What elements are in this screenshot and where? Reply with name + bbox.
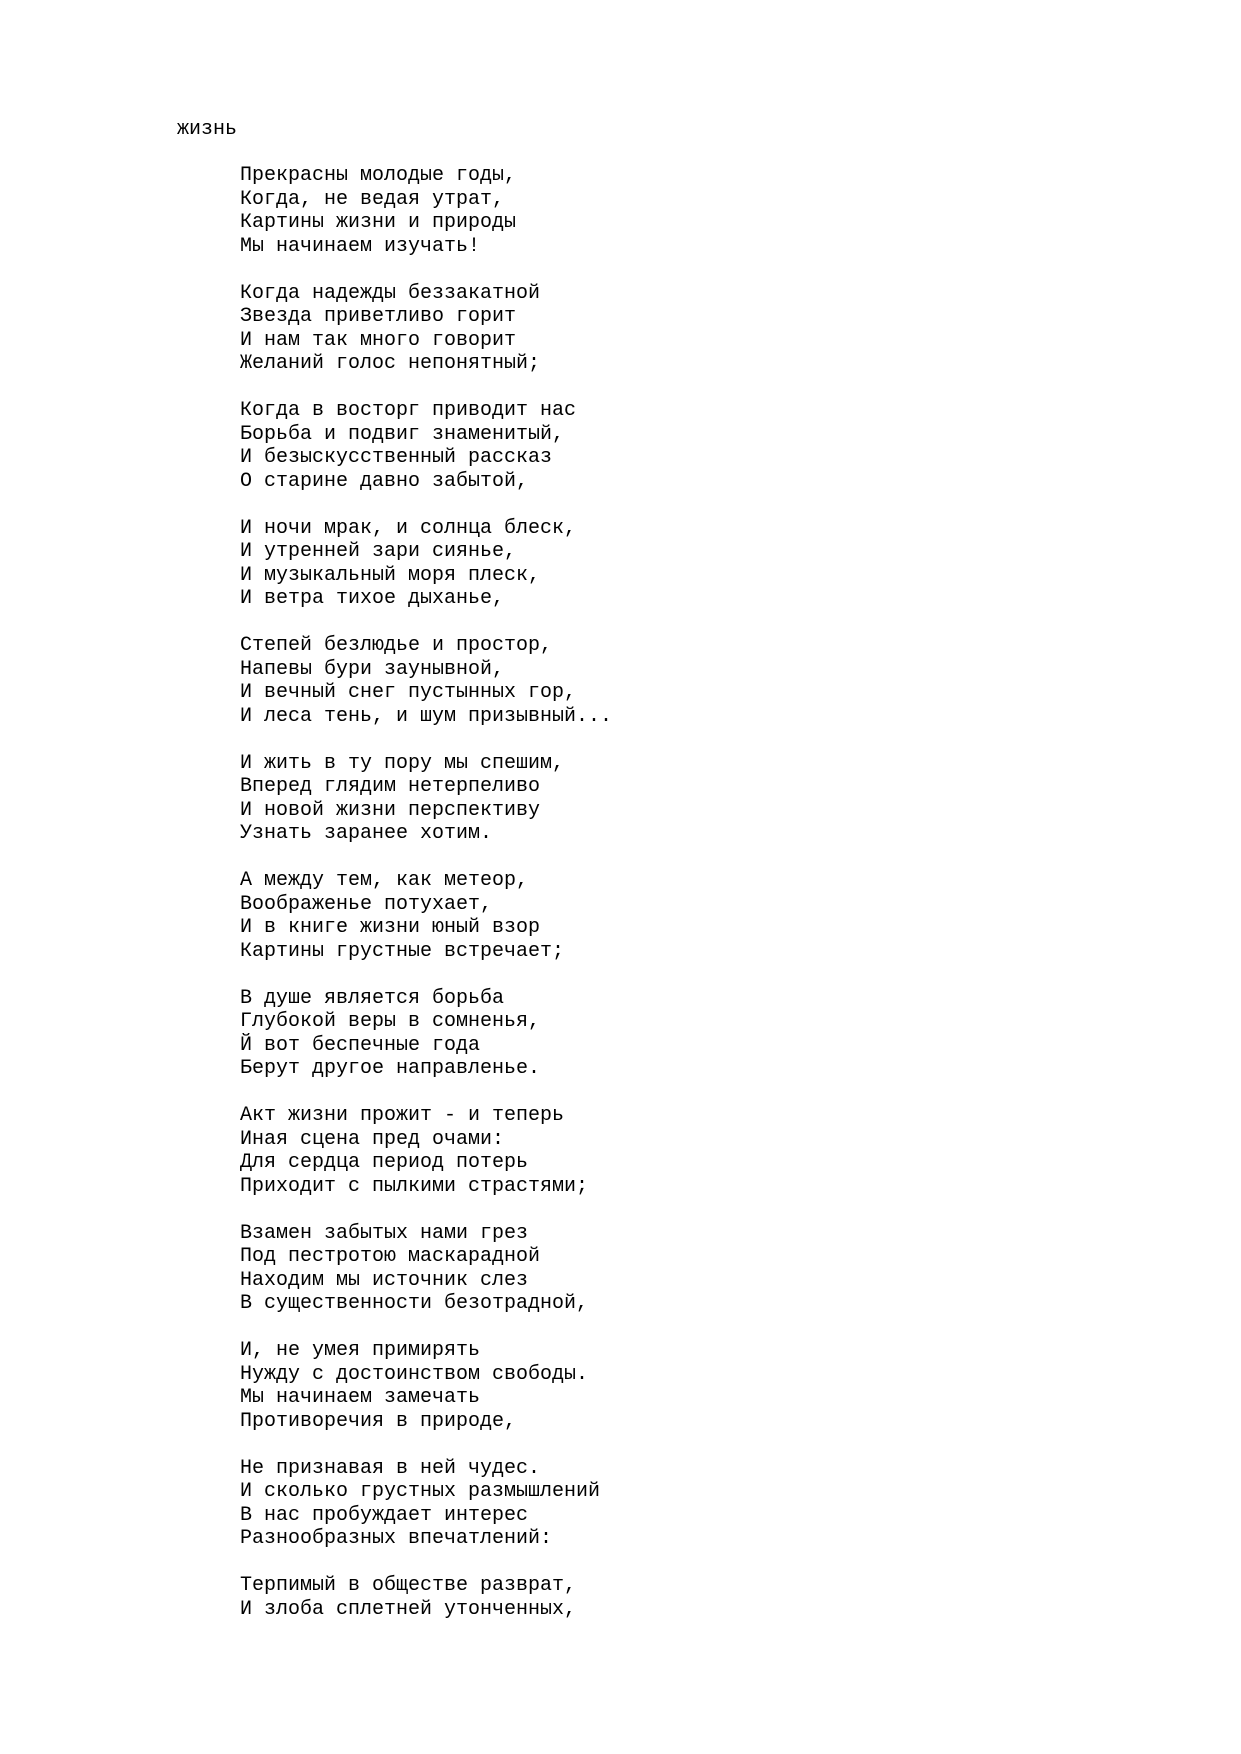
poem-line: Мы начинаем изучать! xyxy=(240,234,481,258)
poem-line: Вперед глядим нетерпеливо xyxy=(240,775,541,798)
poem-line: Когда надежды беззакатной xyxy=(240,281,541,305)
poem-line: Степей безлюдье и простор, xyxy=(240,634,553,657)
poem-line: Находим мы источник слез xyxy=(240,1268,529,1292)
stanza xyxy=(240,1222,1200,1316)
poem-line: Для сердца период потерь xyxy=(240,1151,529,1174)
poem-line: Терпимый в обществе разврат, xyxy=(240,1574,577,1597)
poem-line: Приходит с пылкими страстями; xyxy=(240,1174,589,1198)
poem-line: И сколько грустных размышлений xyxy=(240,1480,601,1503)
stanza xyxy=(240,1457,1200,1551)
stanza xyxy=(240,399,1200,493)
stanza xyxy=(240,517,1200,611)
poem-line: И в книге жизни юный взор xyxy=(240,916,541,939)
stanza xyxy=(240,1574,1200,1621)
poem-line: Мы начинаем замечать xyxy=(240,1386,481,1409)
poem-line: Иная сцена пред очами: xyxy=(240,1127,505,1151)
stanza xyxy=(240,282,1200,376)
poem-body xyxy=(240,164,1200,1645)
poem-line: Й вот беспечные года xyxy=(240,1033,481,1057)
poem-line: И новой жизни перспективу xyxy=(240,798,541,822)
stanza xyxy=(240,752,1200,846)
poem-line: Взамен забытых нами грез xyxy=(240,1221,529,1245)
poem-line: И злоба сплетней утонченных, xyxy=(240,1597,577,1621)
poem-line: И ночи мрак, и солнца блеск, xyxy=(240,516,577,540)
poem-line: Разнообразных впечатлений: xyxy=(240,1527,553,1550)
poem-line: Акт жизни прожит - и теперь xyxy=(240,1104,565,1127)
poem-line: Под пестротою маскарадной xyxy=(240,1245,541,1268)
poem-line: Берут другое направленье. xyxy=(240,1057,541,1080)
poem-line: О старине давно забытой, xyxy=(240,469,529,493)
poem-line: Нужду с достоинством свободы. xyxy=(240,1362,589,1386)
stanza xyxy=(240,869,1200,963)
poem-line: И нам так много говорит xyxy=(240,328,517,352)
poem-line: Звезда приветливо горит xyxy=(240,305,517,328)
poem-line: И, не умея примирять xyxy=(240,1339,481,1362)
stanza xyxy=(240,1339,1200,1433)
poem-line: Желаний голос непонятный; xyxy=(240,352,541,375)
poem-line: Напевы бури заунывной, xyxy=(240,657,505,681)
poem-line: И вечный снег пустынных гор, xyxy=(240,681,577,704)
poem-line: И ветра тихое дыханье, xyxy=(240,587,505,610)
poem-line: Противоречия в природе, xyxy=(240,1409,517,1433)
poem-line: В нас пробуждает интерес xyxy=(240,1503,529,1527)
poem-line: Глубокой веры в сомненья, xyxy=(240,1010,541,1033)
poem-line: Когда, не ведая утрат, xyxy=(240,187,505,211)
poem-line: Когда в восторг приводит нас xyxy=(240,399,577,422)
stanza xyxy=(240,634,1200,728)
poem-line: Картины грустные встречает; xyxy=(240,939,565,963)
poem-line: Воображенье потухает, xyxy=(240,892,493,916)
stanza xyxy=(240,987,1200,1081)
stanza xyxy=(240,164,1200,258)
poem-line: И музыкальный моря плеск, xyxy=(240,563,541,587)
stanza xyxy=(240,1104,1200,1198)
poem-line: И безыскусственный рассказ xyxy=(240,446,553,469)
poem-line: В существенности безотрадной, xyxy=(240,1292,589,1315)
poem-line: И утренней зари сиянье, xyxy=(240,540,517,563)
poem-line: Борьба и подвиг знаменитый, xyxy=(240,422,565,446)
poem-line: Не признавая в ней чудес. xyxy=(240,1456,541,1480)
poem-title: жизнь xyxy=(177,118,238,141)
poem-line: Узнать заранее хотим. xyxy=(240,822,493,845)
poem-line: Прекрасны молодые годы, xyxy=(240,164,517,187)
poem-line: И жить в ту пору мы спешим, xyxy=(240,751,565,775)
poem-line: Картины жизни и природы xyxy=(240,211,517,234)
poem-line: А между тем, как метеор, xyxy=(240,869,529,892)
poem-line: В душе является борьба xyxy=(240,986,505,1010)
poem-line: И леса тень, и шум призывный... xyxy=(240,704,613,728)
